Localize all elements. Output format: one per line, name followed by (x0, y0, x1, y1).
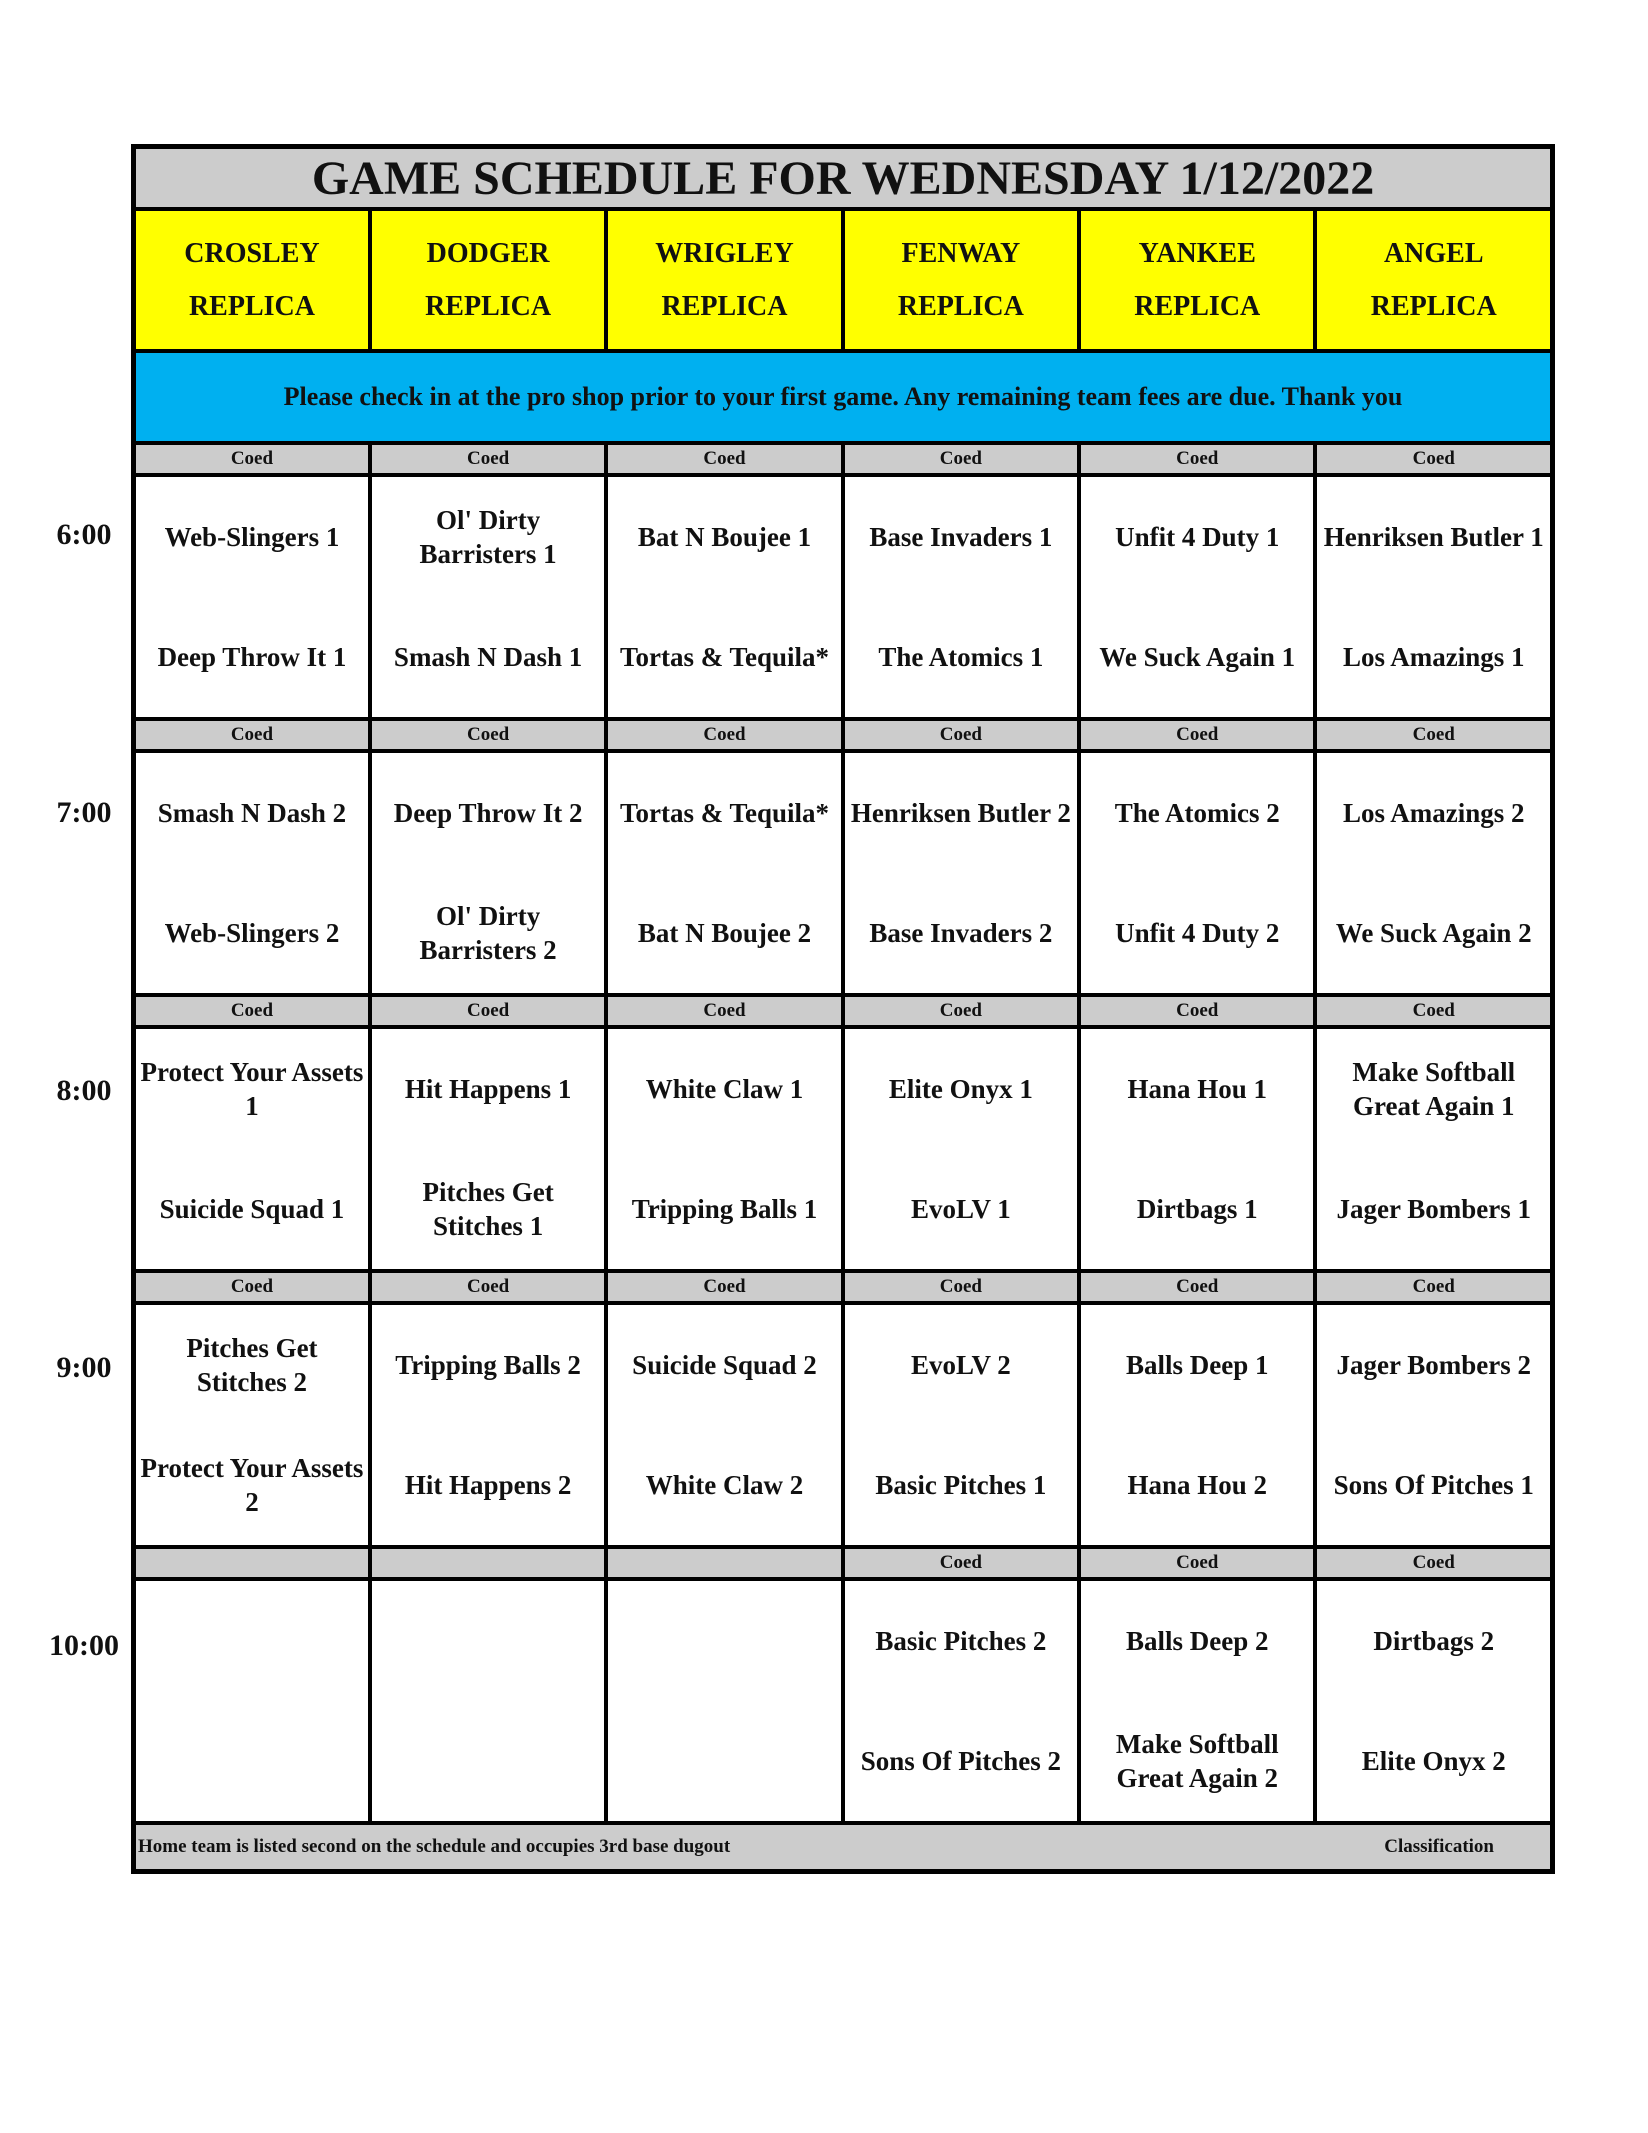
field-type: REPLICA (425, 291, 552, 322)
game-cell (1079, 475, 1315, 719)
home-team: EvoLV 1 (910, 1194, 1011, 1224)
notice-row (134, 351, 1553, 443)
field-type: REPLICA (1370, 291, 1497, 322)
home-team: The Atomics 1 (878, 642, 1044, 672)
field-name: FENWAY (901, 238, 1021, 269)
field-type: REPLICA (1134, 291, 1261, 322)
title-row (134, 147, 1553, 210)
classification-cell: Coed (1079, 443, 1315, 475)
home-team: Web-Slingers 2 (164, 918, 340, 948)
classification-cell: Coed (134, 443, 370, 475)
home-team: Pitches Get Stitches 1 (422, 1177, 554, 1241)
field-name: WRIGLEY (655, 238, 794, 269)
field-header-crosley (134, 209, 370, 351)
footer-cell (134, 1823, 1553, 1872)
away-team: Hana Hou 1 (1127, 1074, 1268, 1104)
game-cell (370, 1027, 606, 1271)
game-cell (843, 1579, 1079, 1823)
classification-cell: Coed (370, 1271, 606, 1303)
field-header-fenway (843, 209, 1079, 351)
game-cell (843, 1027, 1079, 1271)
game-cell (1079, 1303, 1315, 1547)
away-team: Pitches Get Stitches 2 (186, 1333, 318, 1397)
footer-legend: Classification (1384, 1836, 1494, 1857)
home-team: Make Softball Great Again 2 (1115, 1729, 1279, 1793)
away-team: Bat N Boujee 1 (637, 522, 812, 552)
home-team: Sons Of Pitches 1 (1333, 1470, 1534, 1500)
classification-cell: Coed (1315, 1271, 1552, 1303)
field-type: REPLICA (188, 291, 315, 322)
field-header-yankee (1079, 209, 1315, 351)
game-row (134, 475, 1553, 719)
classification-cell: Coed (843, 1547, 1079, 1579)
away-team: Tripping Balls 2 (395, 1350, 581, 1380)
away-team: Deep Throw It 2 (393, 798, 583, 828)
time-label-700: 7:00 (56, 796, 112, 829)
home-team: We Suck Again 2 (1335, 918, 1532, 948)
classification-cell: Coed (1079, 995, 1315, 1027)
away-team: Elite Onyx 1 (888, 1074, 1033, 1104)
schedule-table (131, 144, 1555, 1874)
classification-cell: Coed (843, 443, 1079, 475)
game-cell (1315, 1027, 1552, 1271)
away-team (608, 1581, 840, 1701)
home-team (136, 1701, 368, 1821)
home-team: Bat N Boujee 2 (637, 918, 812, 948)
classification-cell: Coed (1315, 995, 1552, 1027)
away-team: Hit Happens 1 (404, 1074, 572, 1104)
classification-cell: Coed (370, 443, 606, 475)
classification-row (134, 719, 1553, 751)
home-team: Deep Throw It 1 (157, 642, 347, 672)
classification-cell: Coed (1315, 719, 1552, 751)
home-team: Basic Pitches 1 (875, 1470, 1047, 1500)
away-team: Suicide Squad 2 (632, 1350, 817, 1380)
field-type: REPLICA (661, 291, 788, 322)
away-team: Los Amazings 2 (1342, 798, 1525, 828)
away-team: Balls Deep 2 (1126, 1626, 1269, 1656)
home-team: Ol' Dirty Barristers 2 (419, 901, 557, 965)
field-header-row (134, 209, 1553, 351)
away-team: Henriksen Butler 1 (1323, 522, 1544, 552)
game-cell (1315, 751, 1552, 995)
page-title: GAME SCHEDULE FOR WEDNESDAY 1/12/2022 (134, 147, 1553, 210)
game-cell (606, 1579, 842, 1823)
away-team: Make Softball Great Again 1 (1352, 1057, 1516, 1121)
home-team (608, 1701, 840, 1821)
away-team: Jager Bombers 2 (1336, 1350, 1531, 1380)
home-team: Protect Your Assets 2 (140, 1453, 364, 1517)
home-team: We Suck Again 1 (1099, 642, 1296, 672)
home-team: Tortas & Tequila* (619, 642, 830, 672)
game-cell (843, 475, 1079, 719)
game-cell (1315, 1579, 1552, 1823)
classification-cell: Coed (843, 995, 1079, 1027)
game-cell (1315, 475, 1552, 719)
away-team (136, 1581, 368, 1701)
classification-cell: Coed (843, 1271, 1079, 1303)
game-cell (370, 1303, 606, 1547)
away-team (372, 1581, 604, 1701)
home-team: Base Invaders 2 (869, 918, 1053, 948)
away-team: The Atomics 2 (1114, 798, 1280, 828)
classification-cell: Coed (370, 995, 606, 1027)
away-team: Basic Pitches 2 (875, 1626, 1047, 1656)
home-team: Smash N Dash 1 (393, 642, 583, 672)
game-cell (606, 751, 842, 995)
field-name: YANKEE (1138, 238, 1256, 269)
away-team: Ol' Dirty Barristers 1 (419, 505, 557, 569)
game-cell (1315, 1303, 1552, 1547)
game-cell (1079, 1027, 1315, 1271)
game-cell (843, 1303, 1079, 1547)
classification-row (134, 443, 1553, 475)
classification-cell: Coed (134, 719, 370, 751)
time-label-900: 9:00 (56, 1351, 112, 1384)
classification-row (134, 1271, 1553, 1303)
field-header-angel (1315, 209, 1552, 351)
footer-note: Home team is listed second on the schedule and occupies 3rd base dugout (138, 1836, 731, 1857)
away-team: Balls Deep 1 (1126, 1350, 1269, 1380)
away-team: Henriksen Butler 2 (850, 798, 1071, 828)
classification-cell: Coed (134, 995, 370, 1027)
game-cell (1079, 1579, 1315, 1823)
classification-row (134, 1547, 1553, 1579)
classification-cell: Coed (606, 995, 842, 1027)
home-team: Sons Of Pitches 2 (860, 1746, 1061, 1776)
footer-row (134, 1823, 1553, 1872)
home-team: Jager Bombers 1 (1336, 1194, 1531, 1224)
game-row (134, 1579, 1553, 1823)
classification-cell: Coed (134, 1271, 370, 1303)
home-team: Unfit 4 Duty 2 (1115, 918, 1280, 948)
away-team: Dirtbags 2 (1373, 1626, 1495, 1656)
game-cell (606, 1303, 842, 1547)
game-row (134, 1303, 1553, 1547)
classification-cell (370, 1547, 606, 1579)
away-team: White Claw 1 (645, 1074, 804, 1104)
classification-cell: Coed (1079, 1547, 1315, 1579)
field-header-dodger (370, 209, 606, 351)
home-team: Tripping Balls 1 (631, 1194, 818, 1224)
away-team: Tortas & Tequila* (619, 798, 830, 828)
field-header-wrigley (606, 209, 842, 351)
time-label-1000: 10:00 (49, 1629, 119, 1662)
classification-row (134, 995, 1553, 1027)
game-cell (134, 1027, 370, 1271)
game-cell (606, 1027, 842, 1271)
home-team: Hana Hou 2 (1127, 1470, 1268, 1500)
classification-cell: Coed (1079, 719, 1315, 751)
field-name: CROSLEY (184, 238, 320, 269)
game-cell (370, 1579, 606, 1823)
notice-banner: Please check in at the pro shop prior to your first game. Any remaining team fees are due. Thank you (134, 351, 1553, 443)
home-team: Dirtbags 1 (1136, 1194, 1258, 1224)
away-team: Smash N Dash 2 (157, 798, 347, 828)
game-cell (134, 475, 370, 719)
time-label-600: 6:00 (56, 518, 112, 551)
classification-cell: Coed (606, 719, 842, 751)
game-row (134, 1027, 1553, 1271)
classification-cell (134, 1547, 370, 1579)
away-team: EvoLV 2 (910, 1350, 1011, 1380)
classification-cell: Coed (606, 443, 842, 475)
field-name: ANGEL (1383, 238, 1484, 269)
game-cell (370, 751, 606, 995)
time-label-800: 8:00 (56, 1074, 112, 1107)
classification-cell: Coed (606, 1271, 842, 1303)
away-team: Base Invaders 1 (869, 522, 1053, 552)
away-team: Unfit 4 Duty 1 (1115, 522, 1280, 552)
game-cell (134, 751, 370, 995)
home-team: Los Amazings 1 (1342, 642, 1525, 672)
classification-cell: Coed (1315, 443, 1552, 475)
home-team: Elite Onyx 2 (1361, 1746, 1506, 1776)
game-cell (134, 1303, 370, 1547)
classification-cell (606, 1547, 842, 1579)
home-team: Hit Happens 2 (404, 1470, 572, 1500)
game-cell (606, 475, 842, 719)
home-team: White Claw 2 (645, 1470, 804, 1500)
game-cell (1079, 751, 1315, 995)
classification-cell: Coed (843, 719, 1079, 751)
classification-cell: Coed (370, 719, 606, 751)
game-cell (134, 1579, 370, 1823)
away-team: Protect Your Assets 1 (140, 1057, 364, 1121)
home-team (372, 1701, 604, 1821)
classification-cell: Coed (1315, 1547, 1552, 1579)
field-name: DODGER (426, 238, 550, 269)
home-team: Suicide Squad 1 (159, 1194, 345, 1224)
away-team: Web-Slingers 1 (164, 522, 340, 552)
field-type: REPLICA (897, 291, 1024, 322)
classification-cell: Coed (1079, 1271, 1315, 1303)
game-cell (370, 475, 606, 719)
game-row (134, 751, 1553, 995)
game-cell (843, 751, 1079, 995)
